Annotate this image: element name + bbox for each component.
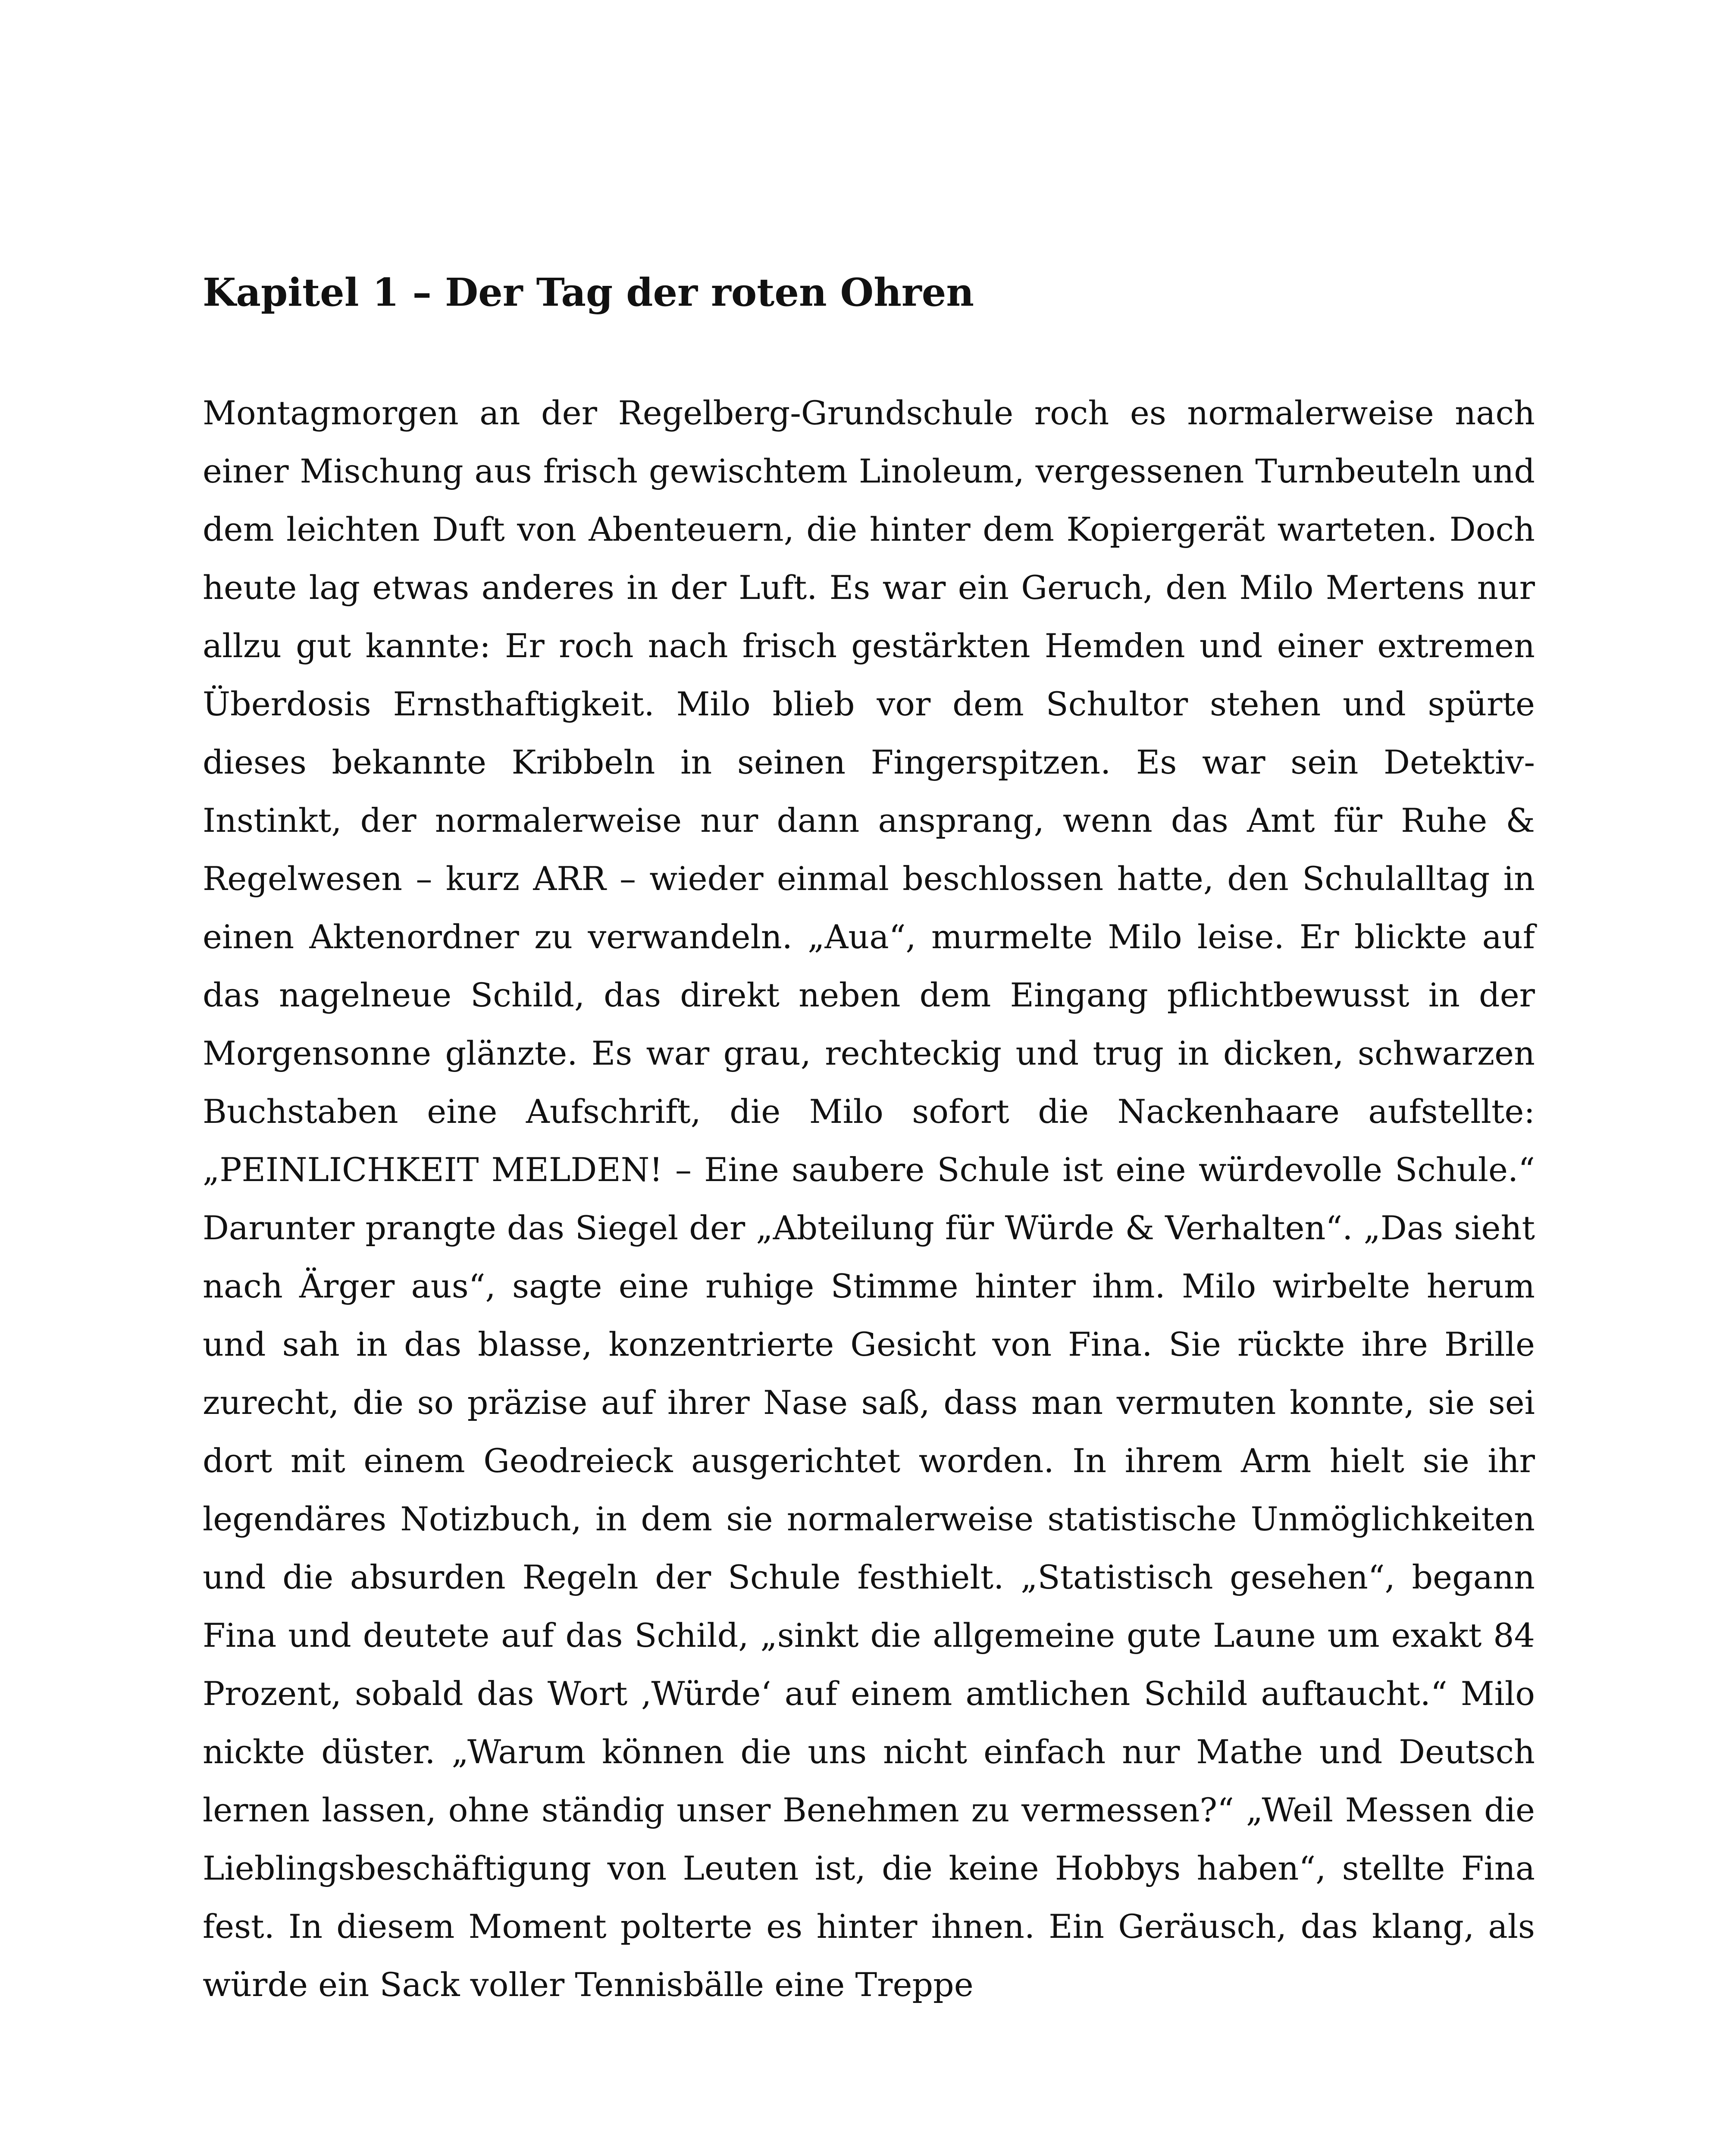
chapter-title: Kapitel 1 – Der Tag der roten Ohren — [203, 270, 974, 315]
body-paragraph: Montagmorgen an der Regelberg-Grundschule roch es normalerweise nach einer Mischung aus frisch gewischtem Linoleum, vergessenen Turnbeuteln und dem leichten Duft von Abenteuern, die hinter dem Kopiergerät warteten. Doch heute lag etwas anderes in der Luft. Es war ein Geruch, den Milo Mertens nur allzu gut kannte: Er roch nach frisch gestärkten Hemden und einer extremen Überdosis Ernsthaftigkeit. Milo blieb vor dem Schultor stehen und spürte dieses bekannte Kribbeln in seinen Fingerspitzen. Es war sein Detektiv-Instinkt, der normalerweise nur dann ansprang, wenn das Amt für Ruhe & Regelwesen – kurz ARR – wieder einmal beschlossen hatte, den Schulalltag in einen Aktenordner zu verwandeln. „Aua“, murmelte Milo leise. Er blickte auf das nagelneue Schild, das direkt neben dem Eingang pflichtbewusst in der Morgensonne glänzte. Es war grau, rechteckig und trug in dicken, schwarzen Buchstaben eine Aufschrift, die Milo sofort die Nackenhaare aufstellte: „PEINLICHKEIT MELDEN! – Eine saubere Schule ist eine würdevolle Schule.“ Darunter prangte das Siegel der „Abteilung für Würde & Verhalten“. „Das sieht nach Ärger aus“, sagte eine ruhige Stimme hinter ihm. Milo wirbelte herum und sah in das blasse, konzentrierte Gesicht von Fina. Sie rückte ihre Brille zurecht, die so präzise auf ihrer Nase saß, dass man vermuten konnte, sie sei dort mit einem Geodreieck ausgerichtet worden. In ihrem Arm hielt sie ihr legendäres Notizbuch, in dem sie normalerweise statistische Unmöglichkeiten und die absurden Regeln der Schule festhielt. „Statistisch gesehen“, begann Fina und deutete auf das Schild, „sinkt die allgemeine gute Laune um exakt 84 Prozent, sobald das Wort ‚Würde‘ auf einem amtlichen Schild auftaucht.“ Milo nickte düster. „Warum können die uns nicht einfach nur Mathe und Deutsch lernen lassen, ohne ständig unser Benehmen zu vermessen?“ „Weil Messen die Lieblingsbeschäftigung von Leuten ist, die keine Hobbys haben“, stellte Fina fest. In diesem Moment polterte es hinter ihnen. Ein Geräusch, das klang, als würde ein Sack voller Tennisbälle eine Treppe — [203, 394, 1535, 2004]
